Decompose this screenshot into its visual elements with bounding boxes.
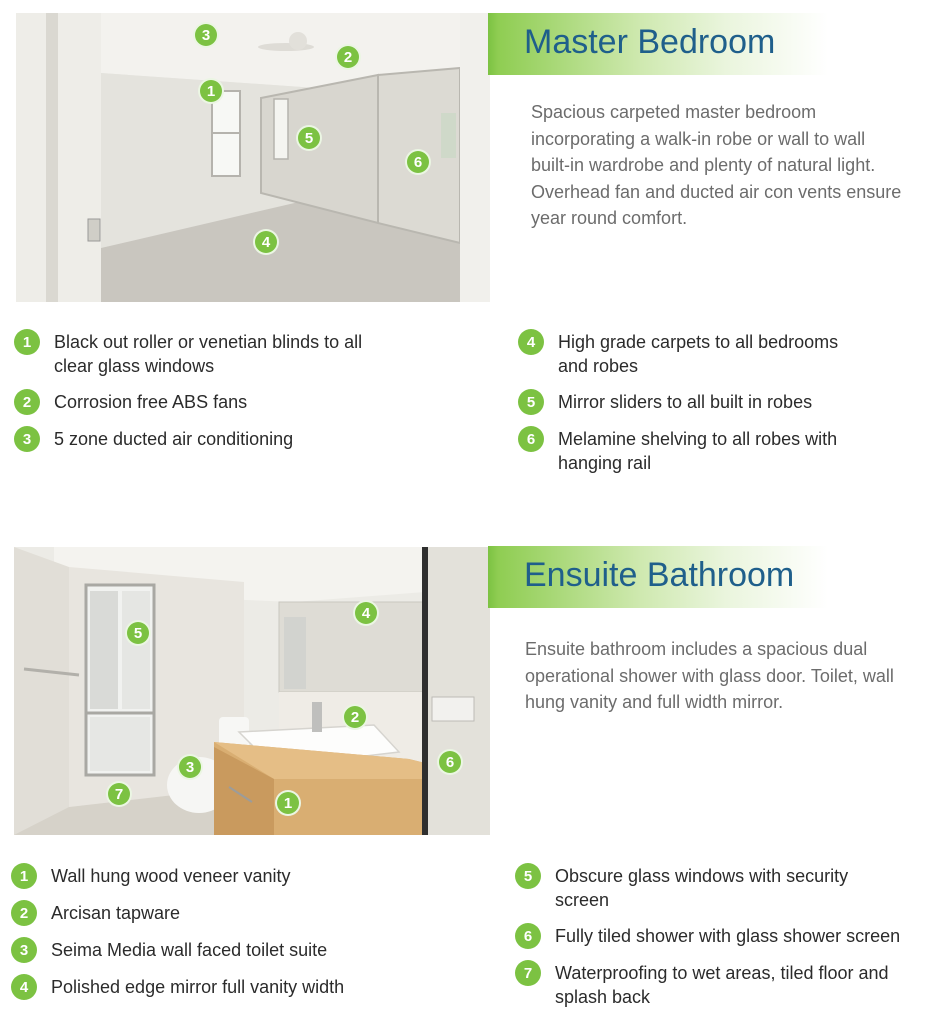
feature-number-badge: 2 (11, 900, 37, 926)
bedroom-photo-marker: 3 (193, 22, 219, 48)
ensuite-photo (14, 547, 490, 835)
ensuite-photo-marker: 4 (353, 600, 379, 626)
bedroom-description: Spacious carpeted master bedroom incorporating a walk-in robe or wall to wall built-in wardrobe and plenty of natural light. Overhead fan and ducted air con vents ensure year round comfort. (531, 102, 902, 228)
feature-item (14, 390, 414, 415)
feature-text: Wall hung wood veneer vanity (51, 866, 291, 886)
feature-number-badge: 4 (11, 974, 37, 1000)
bedroom-photo-marker: 6 (405, 149, 431, 175)
feature-item (11, 938, 431, 963)
feature-text: Waterproofing to wet areas, tiled floor and splash back (555, 963, 889, 1007)
feature-text: Melamine shelving to all robes with hanging rail (558, 429, 838, 473)
ensuite-photo-marker: 5 (125, 620, 151, 646)
feature-text: 5 zone ducted air conditioning (54, 429, 294, 449)
feature-text: Seima Media wall faced toilet suite (51, 940, 328, 960)
feature-number-badge: 5 (518, 389, 544, 415)
feature-item (11, 864, 431, 889)
bedroom-title-banner (488, 13, 828, 75)
feature-number-badge: 2 (14, 389, 40, 415)
bedroom-features-right (518, 330, 918, 487)
ensuite-title-banner (488, 546, 828, 608)
ensuite-features-left (11, 864, 431, 1012)
ensuite-photo-marker: 1 (275, 790, 301, 816)
feature-item (518, 330, 918, 378)
feature-number-badge: 1 (14, 329, 40, 355)
feature-item (518, 427, 918, 475)
feature-item (14, 330, 414, 378)
feature-text: Black out roller or venetian blinds to all clear glass windows (54, 332, 363, 376)
ensuite-photo-marker: 7 (106, 781, 132, 807)
feature-number-badge: 6 (518, 426, 544, 452)
feature-number-badge: 7 (515, 960, 541, 986)
feature-text: Corrosion free ABS fans (54, 392, 248, 412)
feature-number-badge: 3 (11, 937, 37, 963)
bedroom-photo-marker: 4 (253, 229, 279, 255)
feature-item (14, 427, 414, 452)
feature-text: High grade carpets to all bedrooms and robes (558, 332, 839, 376)
feature-number-badge: 4 (518, 329, 544, 355)
feature-item (518, 390, 918, 415)
ensuite-description: Ensuite bathroom includes a spacious dual operational shower with glass door. Toilet, wall hung vanity and full width mirror. (525, 639, 894, 712)
ensuite-features-right (515, 864, 925, 1012)
feature-item (515, 961, 925, 1009)
bedroom-photo (16, 13, 490, 302)
feature-item (11, 975, 431, 1000)
feature-item (11, 901, 431, 926)
feature-item (515, 924, 925, 949)
feature-item (515, 864, 925, 912)
feature-text: Arcisan tapware (51, 903, 181, 923)
bedroom-photo-marker: 2 (335, 44, 361, 70)
bedroom-title: Master Bedroom (524, 23, 776, 61)
bedroom-photo-marker: 5 (296, 125, 322, 151)
ensuite-title: Ensuite Bathroom (524, 556, 795, 594)
bedroom-features-left (14, 330, 414, 464)
feature-number-badge: 5 (515, 863, 541, 889)
feature-number-badge: 3 (14, 426, 40, 452)
feature-text: Fully tiled shower with glass shower screen (555, 926, 901, 946)
ensuite-photo-marker: 2 (342, 704, 368, 730)
feature-number-badge: 6 (515, 923, 541, 949)
ensuite-photo-marker: 3 (177, 754, 203, 780)
feature-text: Polished edge mirror full vanity width (51, 977, 345, 997)
bedroom-photo-marker: 1 (198, 78, 224, 104)
feature-text: Mirror sliders to all built in robes (558, 392, 813, 412)
ensuite-photo-marker: 6 (437, 749, 463, 775)
feature-number-badge: 1 (11, 863, 37, 889)
feature-text: Obscure glass windows with security screen (555, 866, 849, 910)
